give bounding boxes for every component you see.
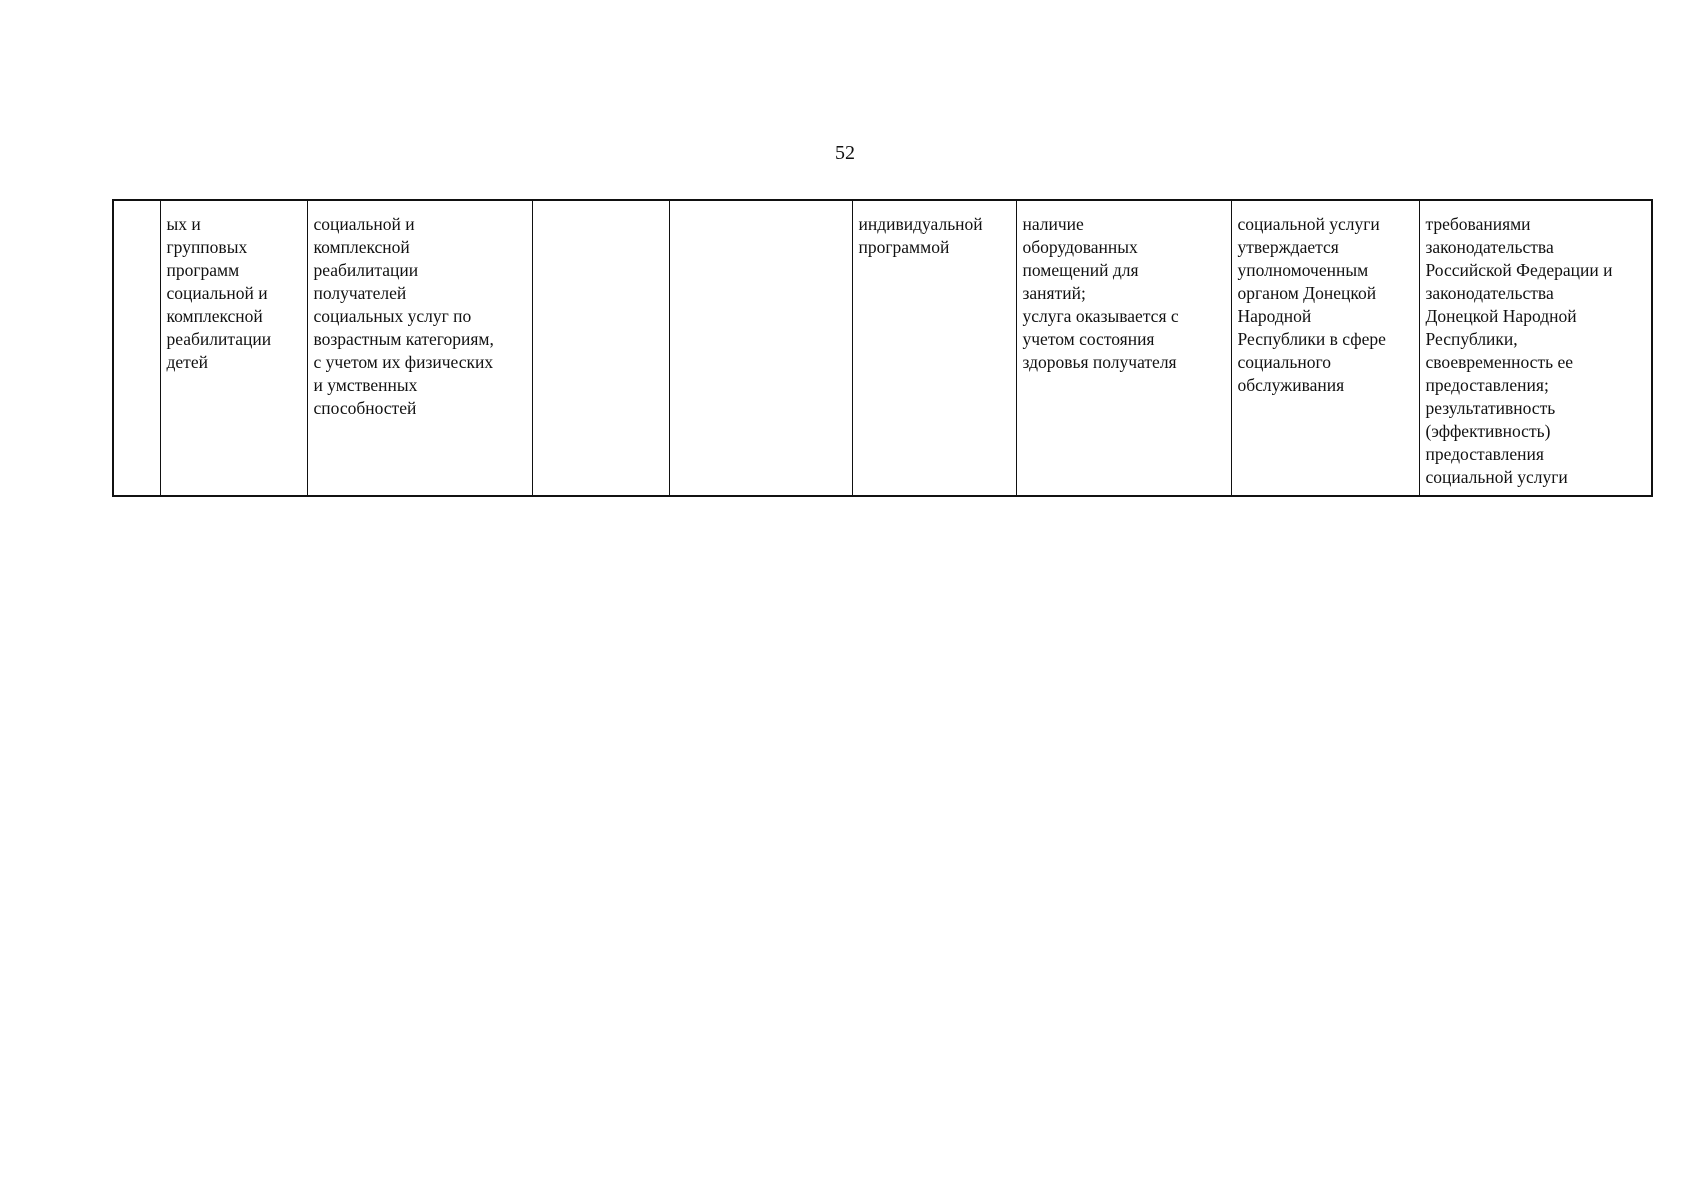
page-number: 52 — [835, 142, 855, 164]
cell-service-name: ых и групповых программ социальной и комплексной реабилитации детей — [160, 200, 307, 496]
cell-approval: социальной услуги утверждается уполномоченным органом Донецкой Народной Республики в сфере социального обслуживания — [1231, 200, 1419, 496]
cell-number — [113, 200, 160, 496]
cell-service-description: социальной и комплексной реабилитации получателей социальных услуг по возрастным категориям, с учетом их физических и умственных способностей — [307, 200, 532, 496]
cell-empty-2 — [669, 200, 852, 496]
cell-empty-1 — [532, 200, 669, 496]
cell-quality-indicators: требованиями законодательства Российской Федерации и законодательства Донецкой Народной Республики, своевременность ее предоставления; результативность (эффективность) предоставления социальной услуги — [1419, 200, 1652, 496]
cell-conditions: наличие оборудованных помещений для занятий; услуга оказывается с учетом состояния здоровья получателя — [1016, 200, 1231, 496]
cell-timing: индивидуальной программой — [852, 200, 1016, 496]
services-table — [112, 199, 1653, 497]
table-row — [113, 200, 1652, 496]
